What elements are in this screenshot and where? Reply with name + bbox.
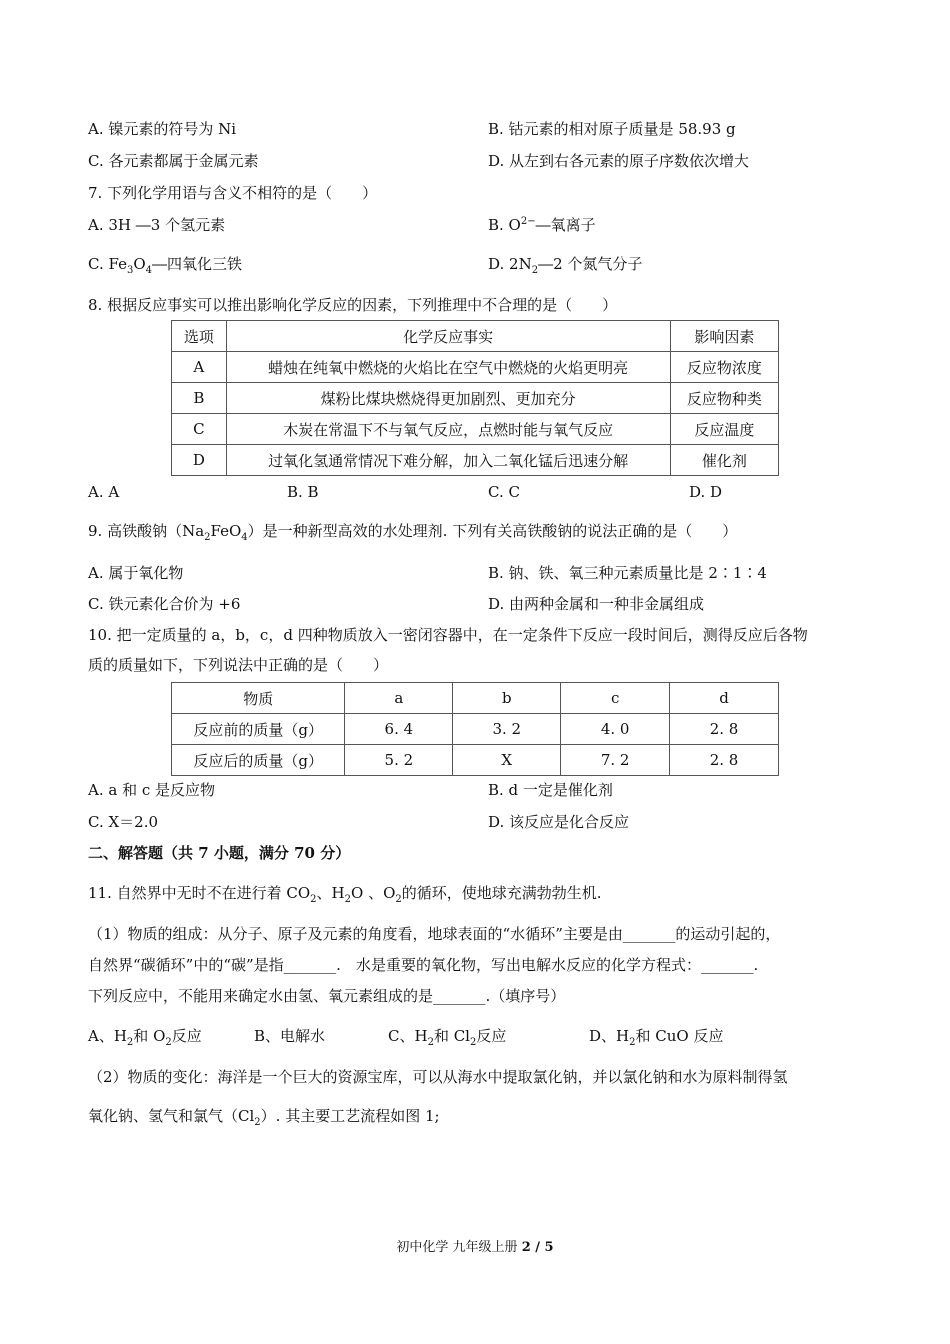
table-header-cell: 物质 — [172, 683, 345, 714]
footer-text: 初中化学 九年级上册 — [396, 1240, 518, 1255]
q8-stem: 8. 根据反应事实可以推出影响化学反应的因素，下列推理中不合理的是（ ） — [88, 296, 618, 314]
page-number: 2 / 5 — [521, 1240, 554, 1255]
q6-option-b: B. 钴元素的相对原子质量是 58.93 g — [488, 120, 736, 138]
q6-option-c: C. 各元素都属于金属元素 — [88, 152, 259, 170]
table-row — [172, 714, 779, 745]
q8-table — [171, 320, 779, 476]
table-cell: 2. 8 — [670, 714, 779, 745]
table-cell: X — [453, 745, 561, 776]
table-cell: D — [172, 445, 227, 476]
table-header-cell: a — [345, 683, 453, 714]
table-cell: 7. 2 — [561, 745, 670, 776]
table-header-cell: 选项 — [172, 321, 227, 352]
q11-part1-line2: 自然界“碳循环”中的“碳”是指_______. 水是重要的氧化物，写出电解水反应的化学方程式：_______. — [88, 956, 759, 974]
table-row — [172, 383, 779, 414]
table-cell: 6. 4 — [345, 714, 453, 745]
q10-option-b: B. d 一定是催化剂 — [488, 781, 613, 799]
q11-part2-line2: 氧化钠、氢气和氯气$(Cl_2)$. 其主要工艺流程如图 1; — [88, 1107, 440, 1128]
q11-part2-line1: （2）物质的变化：海洋是一个巨大的资源宝库，可以从海水中提取氯化钠，并以氯化钠和水为原料制得氢 — [88, 1068, 788, 1086]
q7-option-a: A. 3H ―3 个氢元素 — [88, 216, 226, 234]
table-cell: 反应物浓度 — [670, 352, 778, 383]
table-header-row — [172, 321, 779, 352]
table-cell: 4. 0 — [561, 714, 670, 745]
q10-option-d: D. 该反应是化合反应 — [488, 813, 630, 831]
q8-option-c: C. C — [488, 483, 520, 501]
q10-option-c: C. X＝2.0 — [88, 813, 159, 831]
q11-part1-line1: （1）物质的组成：从分子、原子及元素的角度看，地球表面的“水循环”主要是由_______的运动引起的， — [88, 925, 781, 943]
table-cell: C — [172, 414, 227, 445]
table-cell: A — [172, 352, 227, 383]
table-cell: 木炭在常温下不与氧气反应，点燃时能与氧气反应 — [226, 414, 670, 445]
table-cell: 5. 2 — [345, 745, 453, 776]
page-footer — [0, 1236, 950, 1255]
table-row — [172, 745, 779, 776]
table-header-cell: 化学反应事实 — [226, 321, 670, 352]
q9-option-d: D. 由两种金属和一种非金属组成 — [488, 595, 705, 613]
q11-part1-line3: 下列反应中，不能用来确定水由氢、氧元素组成的是_______.（填序号） — [88, 987, 566, 1005]
table-cell: 过氧化氢通常情况下难分解，加入二氧化锰后迅速分解 — [226, 445, 670, 476]
table-row — [172, 445, 779, 476]
q9-option-a: A. 属于氧化物 — [88, 564, 184, 582]
table-header-row — [172, 683, 779, 714]
q10-table — [171, 682, 779, 776]
table-row — [172, 414, 779, 445]
q7-option-c: C. $Fe_3O_4―$四氧化三铁 — [88, 255, 243, 276]
table-cell: 催化剂 — [670, 445, 778, 476]
q8-option-a: A. A — [88, 483, 120, 501]
table-row — [172, 352, 779, 383]
table-cell: 反应物种类 — [670, 383, 778, 414]
q7-option-d: D. $2N_2―2$ 个氮气分子 — [488, 255, 643, 276]
table-cell: 反应前的质量（g） — [172, 714, 345, 745]
q11-option-c: C、$H_2$和 $Cl_2$反应 — [388, 1027, 507, 1048]
section-title: 二、解答题（共 7 小题，满分 70 分） — [88, 844, 351, 862]
table-cell: 煤粉比煤块燃烧得更加剧烈、更加充分 — [226, 383, 670, 414]
q10-stem-line1: 10. 把一定质量的 a，b，c，d 四种物质放入一密闭容器中，在一定条件下反应一段时间后，测得反应后各物 — [88, 626, 808, 644]
q11-option-d: D、$H_2$和 CuO 反应 — [589, 1027, 724, 1048]
q6-option-d: D. 从左到右各元素的原子序数依次增大 — [488, 152, 750, 170]
q10-stem-line2: 质的质量如下，下列说法中正确的是（ ） — [88, 656, 389, 674]
q7-stem: 7. 下列化学用语与含义不相符的是（ ） — [88, 184, 378, 202]
table-header-cell: 影响因素 — [670, 321, 778, 352]
q9-stem: 9. 高铁酸钠$(Na_2FeO_4)$是一种新型高效的水处理剂. 下列有关高铁酸钠的说法正确的是（ ） — [88, 522, 738, 543]
table-header-cell: d — [670, 683, 779, 714]
table-header-cell: c — [561, 683, 670, 714]
q11-option-b: B、电解水 — [254, 1027, 326, 1045]
q8-option-d: D. D — [689, 483, 723, 501]
q9-option-b: B. 钠、铁、氧三种元素质量比是 2∶1∶4 — [488, 564, 767, 582]
table-header-cell: b — [453, 683, 561, 714]
q6-option-a: A. 镍元素的符号为 Ni — [88, 120, 237, 138]
q10-option-a: A. a 和 c 是反应物 — [88, 781, 216, 799]
table-cell: 蜡烛在纯氧中燃烧的火焰比在空气中燃烧的火焰更明亮 — [226, 352, 670, 383]
table-cell: 3. 2 — [453, 714, 561, 745]
q11-stem: 11. 自然界中无时不在进行着 $CO_2$、$H_2O$ 、$O_2$的循环，使地球充满勃勃生机. — [88, 884, 602, 905]
table-cell: 反应温度 — [670, 414, 778, 445]
table-cell: B — [172, 383, 227, 414]
table-cell: 反应后的质量（g） — [172, 745, 345, 776]
q7-option-b: B. $O^{2-}―$氧离子 — [488, 216, 596, 234]
q9-option-c: C. 铁元素化合价为 +6 — [88, 595, 241, 613]
q8-option-b: B. B — [287, 483, 319, 501]
table-cell: 2. 8 — [670, 745, 779, 776]
q11-option-a: A、$H_2$和 $O_2$反应 — [88, 1027, 202, 1048]
